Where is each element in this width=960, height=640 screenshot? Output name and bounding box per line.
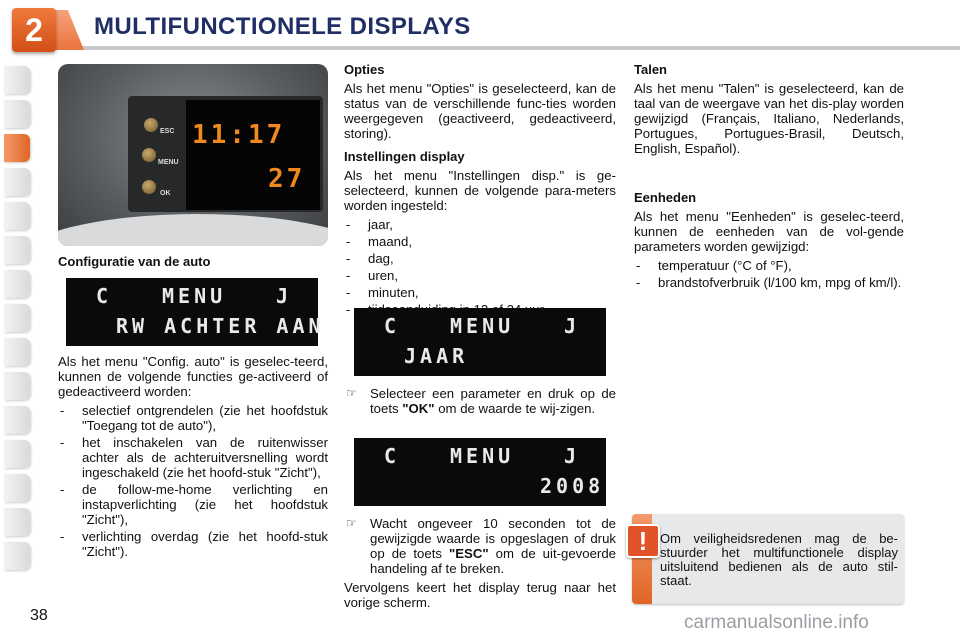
config-body: [58, 354, 328, 561]
instruction-text-post: om de uit-gevoerde handeling af te breken.: [370, 546, 616, 576]
list-item: - dag,: [344, 251, 616, 266]
page-number: 38: [30, 607, 48, 624]
list-item: - het inschakelen van de ruitenwisser achter als de achteruitversnelling wordt ingeschakeld (zie het hoofd-stuk "Zicht"),: [58, 435, 328, 480]
esc-label: ESC: [160, 128, 175, 135]
display-settings-heading: Instellingen display: [344, 149, 465, 164]
lcd-value: 2008: [540, 474, 605, 498]
lcd-menu-label: MENU: [450, 314, 515, 338]
lcd-menu-label: MENU: [450, 444, 515, 468]
warning-exclamation-icon: !: [626, 524, 660, 558]
chapter-tab[interactable]: [4, 236, 30, 264]
clock-readout: 11:17: [192, 120, 286, 150]
config-list: [58, 403, 328, 559]
esc-key-label: "ESC": [449, 546, 489, 561]
chapter-tab[interactable]: [4, 338, 30, 366]
chapter-tab[interactable]: [4, 100, 30, 128]
menu-knob: [142, 148, 156, 162]
lcd-year-value: [354, 438, 606, 506]
chapter-tab[interactable]: [4, 66, 30, 94]
options-text: Als het menu "Opties" is geselecteerd, kan de status van de verschillende func-ties worden weergegeven (geactiveerd, gedeactiveerd, storing).: [344, 81, 616, 141]
hand-pointer-icon: ☞: [346, 516, 357, 530]
lcd-bracket-left: C: [384, 314, 401, 338]
lcd-value: JAAR: [404, 344, 469, 368]
lcd-menu-label: MENU: [162, 284, 227, 308]
chapter-tab[interactable]: [4, 270, 30, 298]
list-item: - selectief ontgrendelen (zie het hoofdstuk "Toegang tot de auto"),: [58, 403, 328, 433]
units-heading: Eenheden: [634, 190, 697, 205]
list-item: - verlichting overdag (zie het hoofd-stuk "Zicht").: [58, 529, 328, 559]
list-item: - jaar,: [344, 217, 616, 232]
watermark: carmanualsonline.info: [684, 612, 869, 633]
chapter-number-badge: 2: [12, 8, 56, 52]
list-item: - temperatuur (°C of °F),: [634, 258, 904, 273]
ok-knob: [142, 180, 156, 194]
lcd-bracket-right: J: [564, 444, 581, 468]
dashboard-bezel: [58, 214, 328, 246]
ok-key-label: "OK": [402, 401, 435, 416]
menu-label: MENU: [158, 159, 179, 166]
instruction-text-pre: Selecteer een parameter en druk op de toets: [370, 386, 616, 416]
chapter-tab[interactable]: [4, 304, 30, 332]
chapter-tab-active[interactable]: [4, 134, 30, 162]
chapter-tab[interactable]: [4, 406, 30, 434]
lcd-config-menu: [66, 278, 325, 346]
warning-text: Om veiligheidsredenen mag de be-stuurder het multifunctionele display uitsluitend bedienen als de auto stil-staat.: [660, 531, 898, 588]
lcd-bracket-right: J: [276, 284, 293, 308]
chapter-tab[interactable]: [4, 168, 30, 196]
chapter-tab-strip: [0, 56, 34, 586]
list-item: - de follow-me-home verlichting en instapverlichting (zie het hoofdstuk "Zicht"),: [58, 482, 328, 527]
chapter-tab[interactable]: [4, 440, 30, 468]
select-instruction: [344, 386, 616, 416]
config-intro: Als het menu "Config. auto" is geselec-teerd, kunnen de volgende functies ge-activeerd of gedeactiveerd worden:: [58, 354, 328, 399]
instruction-bullet: [344, 516, 616, 576]
options-section: [344, 62, 616, 319]
lcd-value: RW ACHTER AAN: [116, 314, 325, 338]
list-item: - minuten,: [344, 285, 616, 300]
list-item: - maand,: [344, 234, 616, 249]
chapter-tab[interactable]: [4, 202, 30, 230]
display-settings-text: Als het menu "Instellingen disp." is ge-selecteerd, kunnen de volgende para-meters worden ingesteld:: [344, 168, 616, 213]
list-item: - uren,: [344, 268, 616, 283]
config-heading-block: [58, 254, 328, 273]
config-heading: Configuratie van de auto: [58, 254, 211, 269]
ok-label: OK: [160, 190, 171, 197]
display-settings-list: [344, 217, 616, 317]
options-heading: Opties: [344, 62, 385, 77]
wait-instruction: [344, 516, 616, 614]
languages-text: Als het menu "Talen" is geselecteerd, kan de taal van de weergave van het dis-play worden gewijzigd (Français, Italiano, Nederlands, Portugues, Portugues-Brasil, Deutsch, English, Español).: [634, 81, 904, 156]
instruction-bullet: [344, 386, 616, 416]
languages-section: [634, 62, 904, 160]
lcd-bracket-right: J: [564, 314, 581, 338]
chapter-tab[interactable]: [4, 474, 30, 502]
instruction-text-post: om de waarde te wij-zigen.: [434, 401, 596, 416]
temperature-readout: 27: [268, 164, 306, 194]
instruction-text-pre: Wacht ongeveer 10 seconden tot de gewijzigde waarde is opgeslagen of druk op de toets: [370, 516, 616, 561]
units-section: [634, 190, 904, 292]
units-text: Als het menu "Eenheden" is geselec-teerd, kunnen de eenheden van de vol-gende parameters worden gewijzigd:: [634, 209, 904, 254]
page-title: MULTIFUNCTIONELE DISPLAYS: [94, 13, 471, 40]
units-list: [634, 258, 904, 290]
dashboard-display-photo: [58, 64, 328, 246]
esc-knob: [144, 118, 158, 132]
chapter-tab[interactable]: [4, 372, 30, 400]
lcd-bracket-left: C: [96, 284, 113, 308]
hand-pointer-icon: ☞: [346, 386, 357, 400]
lcd-bracket-left: C: [384, 444, 401, 468]
languages-heading: Talen: [634, 62, 667, 77]
chapter-tab[interactable]: [4, 542, 30, 570]
header-divider: [56, 46, 960, 50]
chapter-tab[interactable]: [4, 508, 30, 536]
list-item: - brandstofverbruik (l/100 km, mpg of km/l).: [634, 275, 904, 290]
closing-text: Vervolgens keert het display terug naar het vorige scherm.: [344, 580, 616, 610]
lcd-year-menu: [354, 308, 606, 376]
